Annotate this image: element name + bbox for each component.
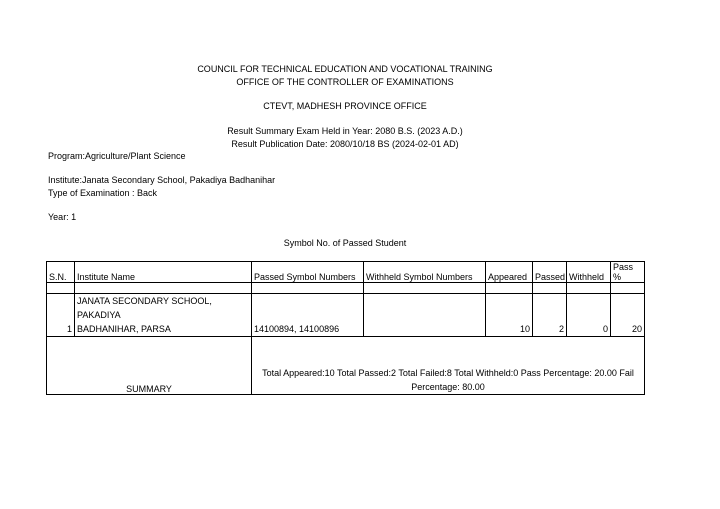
cell-institute-name (75, 294, 252, 337)
office-title: OFFICE OF THE CONTROLLER OF EXAMINATIONS (236, 77, 454, 87)
results-table (46, 261, 645, 395)
col-sn-header: S.N. (47, 262, 75, 283)
table-spacer-row (47, 283, 645, 294)
summary-label: SUMMARY (47, 337, 252, 395)
cell-sn: 1 (47, 294, 75, 337)
cell-appeared: 10 (486, 294, 533, 337)
col-appeared-header: Appeared (486, 262, 533, 283)
summary-year: Result Summary Exam Held in Year: 2080 B.S. (2023 A.D.) (227, 126, 463, 136)
institute-name-line2: BADHANIHAR, PARSA (77, 324, 171, 334)
institute-label: Institute:Janata Secondary School, Pakadiya Badhanihar (48, 175, 276, 185)
cell-passed-symbols: 14100894, 14100896 (252, 294, 364, 337)
summary-row (47, 337, 645, 395)
cell-passed: 2 (533, 294, 567, 337)
cell-withheld-symbols (364, 294, 486, 337)
institute-name-line1: JANATA SECONDARY SCHOOL, PAKADIYA (77, 296, 212, 320)
col-passed-header: Passed (533, 262, 567, 283)
col-institute-header: Institute Name (75, 262, 252, 283)
col-pass-pct-header: Pass % (611, 262, 645, 283)
cell-withheld: 0 (567, 294, 611, 337)
col-passed-symbols-header: Passed Symbol Numbers (252, 262, 364, 283)
program-label: Program:Agriculture/Plant Science (48, 151, 186, 161)
col-withheld-symbols-header: Withheld Symbol Numbers (364, 262, 486, 283)
table-header-row (47, 262, 645, 283)
province-office: CTEVT, MADHESH PROVINCE OFFICE (263, 101, 427, 111)
col-withheld-header: Withheld (567, 262, 611, 283)
council-title: COUNCIL FOR TECHNICAL EDUCATION AND VOCATIONAL TRAINING (197, 64, 493, 74)
summary-text: Total Appeared:10 Total Passed:2 Total Failed:8 Total Withheld:0 Pass Percentage: 20.00 Fail Percentage: 80.00 (252, 337, 645, 395)
section-title: Symbol No. of Passed Student (283, 238, 407, 248)
exam-type-label: Type of Examination : Back (48, 188, 158, 198)
cell-pass-pct: 20 (611, 294, 645, 337)
year-label: Year: 1 (48, 212, 77, 222)
table-row (47, 294, 645, 337)
publication-date: Result Publication Date: 2080/10/18 BS (2024-02-01 AD) (231, 139, 459, 149)
